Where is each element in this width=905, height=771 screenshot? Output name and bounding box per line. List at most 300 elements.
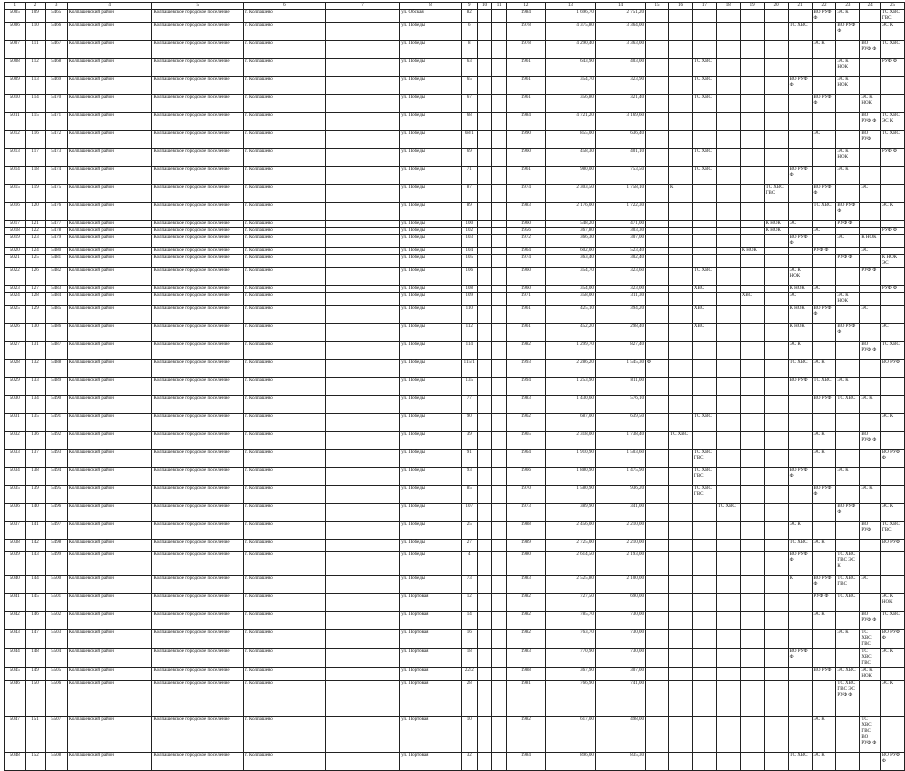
cell-f15 [646, 23, 669, 41]
cell-c2: 125 [25, 255, 45, 268]
cell-c3: 5505 [45, 668, 67, 681]
cell-c1: 5028 [5, 360, 26, 378]
cell-c1: 5047 [5, 717, 26, 753]
cell-area_living: 1 545,30 [595, 360, 645, 378]
column-header-2: 2 [25, 3, 45, 10]
cell-f24: ВО РУФ Ф [860, 612, 881, 630]
cell-blank7 [325, 717, 399, 753]
cell-f18 [716, 522, 740, 540]
cell-f19 [740, 59, 764, 77]
cell-district: Колпашевский район [67, 113, 152, 131]
cell-area_total: 363,40 [545, 255, 595, 268]
cell-settlement: Колпашевское городское поселение [152, 10, 244, 23]
cell-f17 [692, 41, 716, 59]
cell-blank10 [477, 450, 492, 468]
cell-f23: РУФ Ф [836, 255, 860, 268]
cell-year: 1984 [506, 113, 545, 131]
cell-blank7 [325, 255, 399, 268]
cell-blank10 [477, 552, 492, 576]
cell-year: 1988 [506, 668, 545, 681]
cell-f24 [860, 753, 881, 771]
cell-street: ул. Победы [400, 228, 462, 235]
cell-f19 [740, 10, 764, 23]
cell-district: Колпашевский район [67, 342, 152, 360]
cell-c1: 5015 [5, 185, 26, 203]
cell-area_living: 753,50 [595, 167, 645, 185]
table-row [5, 235, 905, 248]
cell-blank7 [325, 248, 399, 255]
table-row [5, 113, 905, 131]
cell-area_total: 1 696,70 [545, 10, 595, 23]
cell-f25 [880, 293, 904, 306]
cell-settlement: Колпашевское городское поселение [152, 668, 244, 681]
cell-f17: ХВС [692, 306, 716, 324]
cell-town: г. Колпашево [244, 41, 326, 59]
table-row [5, 59, 905, 77]
cell-district: Колпашевский район [67, 432, 152, 450]
cell-f18 [716, 268, 740, 286]
cell-area_total: 785,70 [545, 612, 595, 630]
cell-f18 [716, 95, 740, 113]
cell-settlement: Колпашевское городское поселение [152, 185, 244, 203]
cell-district: Колпашевский район [67, 248, 152, 255]
cell-f17 [692, 540, 716, 552]
cell-house: 12 [461, 594, 477, 612]
cell-settlement: Колпашевское городское поселение [152, 576, 244, 594]
cell-c2: 148 [25, 649, 45, 668]
cell-f17 [692, 378, 716, 396]
cell-blank11 [492, 717, 507, 753]
cell-f21: ЭС К [788, 342, 812, 360]
cell-town: г. Колпашево [244, 522, 326, 540]
cell-settlement: Колпашевское городское поселение [152, 255, 244, 268]
cell-f18 [716, 576, 740, 594]
cell-town: г. Колпашево [244, 228, 326, 235]
cell-f21 [788, 59, 812, 77]
cell-settlement: Колпашевское городское поселение [152, 753, 244, 771]
cell-area_living: 730,00 [595, 649, 645, 668]
cell-blank7 [325, 360, 399, 378]
cell-c1: 5043 [5, 630, 26, 649]
cell-area_living: 730,00 [595, 612, 645, 630]
cell-area_total: 548,20 [545, 221, 595, 228]
cell-c1: 5012 [5, 131, 26, 149]
cell-blank7 [325, 221, 399, 228]
cell-c2: 151 [25, 717, 45, 753]
cell-f23 [836, 522, 860, 540]
cell-blank11 [492, 576, 507, 594]
cell-f18 [716, 41, 740, 59]
cell-f23: ЭС К НОК [836, 149, 860, 167]
cell-house: 90 [461, 414, 477, 432]
cell-f20 [764, 235, 788, 248]
cell-f19 [740, 203, 764, 221]
cell-f15 [646, 113, 669, 131]
column-header-17: 17 [692, 3, 716, 10]
cell-f24: ВО РУФ Ф [860, 342, 881, 360]
cell-street: ул. Победы [400, 540, 462, 552]
cell-street: ул. Портовая [400, 594, 462, 612]
cell-f15 [646, 248, 669, 255]
cell-town: г. Колпашево [244, 360, 326, 378]
cell-f25: ЭС К [880, 414, 904, 432]
cell-c3: 5482 [45, 268, 67, 286]
cell-district: Колпашевский район [67, 235, 152, 248]
cell-f16: ТС ХВС [669, 432, 693, 450]
cell-street: ул. Победы [400, 378, 462, 396]
cell-area_living: 302,40 [595, 255, 645, 268]
cell-c3: 5495 [45, 486, 67, 504]
cell-c3: 5494 [45, 468, 67, 486]
table-row [5, 95, 905, 113]
cell-f22: ТС ХВС [812, 203, 836, 221]
cell-blank11 [492, 235, 507, 248]
cell-f16 [669, 668, 693, 681]
cell-blank11 [492, 268, 507, 286]
cell-blank11 [492, 248, 507, 255]
cell-f18 [716, 717, 740, 753]
cell-f16: К [669, 185, 693, 203]
cell-c3: 5496 [45, 504, 67, 522]
cell-f24: ЭС К [860, 486, 881, 504]
cell-area_total: 354,00 [545, 286, 595, 293]
cell-f16 [669, 77, 693, 95]
cell-f18 [716, 131, 740, 149]
cell-c2: 124 [25, 248, 45, 255]
cell-f20 [764, 59, 788, 77]
cell-f22: ВО РУФ Ф [812, 95, 836, 113]
cell-f22: ЭС К [812, 540, 836, 552]
cell-street: ул. Портовая [400, 630, 462, 649]
cell-f20 [764, 149, 788, 167]
cell-area_living: 498,00 [595, 717, 645, 753]
cell-house: 67 [461, 95, 477, 113]
cell-f22: ЭС К [812, 753, 836, 771]
cell-blank7 [325, 414, 399, 432]
cell-f20 [764, 113, 788, 131]
cell-c2: 114 [25, 95, 45, 113]
cell-f18 [716, 342, 740, 360]
cell-street: ул. Портовая [400, 649, 462, 668]
cell-blank10 [477, 255, 492, 268]
cell-f16 [669, 248, 693, 255]
cell-f21 [788, 255, 812, 268]
cell-area_living: 1 758,10 [595, 185, 645, 203]
cell-blank7 [325, 668, 399, 681]
cell-c3: 5471 [45, 113, 67, 131]
cell-area_total: 1 253,90 [545, 378, 595, 396]
cell-area_living: 307,00 [595, 668, 645, 681]
cell-c3: 5493 [45, 450, 67, 468]
cell-f20 [764, 324, 788, 342]
cell-f22: ВО РУФ Ф [812, 306, 836, 324]
cell-f20 [764, 41, 788, 59]
cell-blank7 [325, 486, 399, 504]
cell-settlement: Колпашевское городское поселение [152, 293, 244, 306]
cell-f16 [669, 203, 693, 221]
cell-blank10 [477, 23, 492, 41]
cell-f19 [740, 306, 764, 324]
cell-blank11 [492, 594, 507, 612]
cell-blank7 [325, 131, 399, 149]
cell-blank7 [325, 306, 399, 324]
cell-f20: К НОК [764, 221, 788, 228]
cell-f15 [646, 306, 669, 324]
table-row [5, 486, 905, 504]
cell-c2: 111 [25, 41, 45, 59]
cell-f16 [669, 268, 693, 286]
cell-area_total: 1 430,60 [545, 396, 595, 414]
cell-year: 1960 [506, 221, 545, 228]
cell-house: 108 [461, 286, 477, 293]
cell-house: 85 [461, 486, 477, 504]
cell-f18 [716, 203, 740, 221]
cell-area_total: 602,00 [545, 248, 595, 255]
cell-blank7 [325, 185, 399, 203]
cell-f15 [646, 576, 669, 594]
cell-c3: 5477 [45, 221, 67, 228]
table-row [5, 540, 905, 552]
cell-house: 32 [461, 753, 477, 771]
cell-street: ул. Победы [400, 185, 462, 203]
cell-f25: ТС ХВС ГВС [880, 522, 904, 540]
cell-f22 [812, 342, 836, 360]
cell-district: Колпашевский район [67, 185, 152, 203]
cell-f25 [880, 248, 904, 255]
cell-c2: 121 [25, 221, 45, 228]
cell-f21 [788, 717, 812, 753]
cell-blank10 [477, 203, 492, 221]
cell-f19 [740, 221, 764, 228]
cell-area_living: 403,00 [595, 59, 645, 77]
cell-f17 [692, 10, 716, 23]
cell-f24: ЭС К НОК [860, 95, 881, 113]
cell-district: Колпашевский район [67, 450, 152, 468]
cell-district: Колпашевский район [67, 681, 152, 717]
cell-settlement: Колпашевское городское поселение [152, 235, 244, 248]
cell-district: Колпашевский район [67, 95, 152, 113]
cell-f17: ХВС [692, 286, 716, 293]
cell-blank11 [492, 552, 507, 576]
column-header-19: 19 [740, 3, 764, 10]
cell-f20 [764, 203, 788, 221]
table-row [5, 396, 905, 414]
cell-district: Колпашевский район [67, 131, 152, 149]
cell-f19 [740, 360, 764, 378]
cell-settlement: Колпашевское городское поселение [152, 414, 244, 432]
cell-area_living: 636,40 [595, 131, 645, 149]
cell-f19 [740, 95, 764, 113]
cell-f19 [740, 552, 764, 576]
cell-area_total: 4 721,20 [545, 113, 595, 131]
cell-f23: ВО РУФ Ф [836, 203, 860, 221]
cell-c2: 150 [25, 681, 45, 717]
cell-blank7 [325, 594, 399, 612]
cell-f22: ЭС К [812, 432, 836, 450]
cell-street: ул. Победы [400, 149, 462, 167]
cell-f19 [740, 268, 764, 286]
cell-street: ул. Портовая [400, 668, 462, 681]
table-row [5, 414, 905, 432]
cell-f23 [836, 432, 860, 450]
cell-f16 [669, 255, 693, 268]
cell-f15 [646, 131, 669, 149]
cell-blank7 [325, 342, 399, 360]
cell-f17: ТС ХВС ГВС [692, 468, 716, 486]
cell-f16 [669, 293, 693, 306]
cell-c2: 123 [25, 235, 45, 248]
cell-f17 [692, 131, 716, 149]
cell-street: ул. Победы [400, 486, 462, 504]
cell-f16 [669, 149, 693, 167]
cell-c3: 5472 [45, 131, 67, 149]
cell-district: Колпашевский район [67, 552, 152, 576]
cell-f17: ТС ХВС [692, 268, 716, 286]
cell-blank10 [477, 396, 492, 414]
cell-f25 [880, 468, 904, 486]
cell-f16 [669, 630, 693, 649]
table-row [5, 432, 905, 450]
cell-town: г. Колпашево [244, 540, 326, 552]
cell-f15 [646, 167, 669, 185]
cell-f19 [740, 286, 764, 293]
cell-f25 [880, 77, 904, 95]
cell-f16 [669, 113, 693, 131]
cell-house: 39 [461, 432, 477, 450]
cell-c2: 142 [25, 540, 45, 552]
cell-house: 112 [461, 324, 477, 342]
cell-c3: 5504 [45, 649, 67, 668]
cell-area_living: 811,00 [595, 378, 645, 396]
cell-house: 114 [461, 342, 477, 360]
cell-year: 1988 [506, 522, 545, 540]
cell-area_total: 687,00 [545, 414, 595, 432]
cell-blank11 [492, 649, 507, 668]
cell-f16 [669, 522, 693, 540]
cell-f19 [740, 432, 764, 450]
cell-year: 1993 [506, 360, 545, 378]
cell-c3: 5485 [45, 306, 67, 324]
cell-f22 [812, 77, 836, 95]
cell-c2: 120 [25, 203, 45, 221]
cell-f15 [646, 668, 669, 681]
cell-c2: 126 [25, 268, 45, 286]
cell-blank10 [477, 717, 492, 753]
cell-f25 [880, 668, 904, 681]
cell-f21 [788, 681, 812, 717]
cell-c3: 5465 [45, 10, 67, 23]
column-header-21: 21 [788, 3, 812, 10]
cell-c1: 5040 [5, 576, 26, 594]
table-row [5, 522, 905, 540]
cell-district: Колпашевский район [67, 293, 152, 306]
table-row [5, 668, 905, 681]
table-row [5, 306, 905, 324]
cell-year: 1961 [506, 95, 545, 113]
cell-f21: ЭС К [788, 522, 812, 540]
cell-f16 [669, 414, 693, 432]
cell-f15 [646, 228, 669, 235]
cell-f15 [646, 293, 669, 306]
cell-year: 1961 [506, 306, 545, 324]
cell-f23: ЭС К [836, 10, 860, 23]
cell-blank11 [492, 681, 507, 717]
cell-house: 68 [461, 113, 477, 131]
cell-f24: ЭС [860, 576, 881, 594]
cell-c3: 5497 [45, 522, 67, 540]
cell-f15 [646, 396, 669, 414]
cell-c1: 5027 [5, 342, 26, 360]
cell-f15 [646, 221, 669, 228]
cell-f22 [812, 149, 836, 167]
cell-c3: 5480 [45, 248, 67, 255]
cell-blank10 [477, 432, 492, 450]
cell-area_living: 2 210,00 [595, 522, 645, 540]
cell-settlement: Колпашевское городское поселение [152, 552, 244, 576]
cell-f21 [788, 113, 812, 131]
table-row [5, 248, 905, 255]
cell-c1: 5024 [5, 293, 26, 306]
cell-house: 69 [461, 149, 477, 167]
cell-blank11 [492, 504, 507, 522]
cell-f22 [812, 23, 836, 41]
cell-c2: 109 [25, 10, 45, 23]
cell-blank10 [477, 504, 492, 522]
cell-blank7 [325, 235, 399, 248]
cell-town: г. Колпашево [244, 378, 326, 396]
cell-settlement: Колпашевское городское поселение [152, 486, 244, 504]
cell-f25: РУФ Ф [880, 286, 904, 293]
cell-f23: ЭС К НОК [836, 77, 860, 95]
cell-c1: 5022 [5, 268, 26, 286]
cell-c1: 5033 [5, 450, 26, 468]
cell-house: 91 [461, 450, 477, 468]
cell-year: 1972 [506, 235, 545, 248]
cell-f25: ТС ХВС [880, 41, 904, 59]
table-row [5, 594, 905, 612]
cell-street: ул. Победы [400, 221, 462, 228]
cell-blank10 [477, 649, 492, 668]
cell-house: 102 [461, 228, 477, 235]
cell-c1: 5036 [5, 504, 26, 522]
cell-f22 [812, 649, 836, 668]
cell-c1: 5048 [5, 753, 26, 771]
cell-c2: 131 [25, 342, 45, 360]
cell-c3: 5491 [45, 414, 67, 432]
cell-area_living: 394,20 [595, 306, 645, 324]
cell-blank7 [325, 95, 399, 113]
cell-settlement: Колпашевское городское поселение [152, 23, 244, 41]
cell-f15 [646, 522, 669, 540]
cell-c3: 5502 [45, 612, 67, 630]
cell-f17 [692, 432, 716, 450]
cell-f21 [788, 248, 812, 255]
cell-area_total: 425,10 [545, 306, 595, 324]
cell-f17 [692, 221, 716, 228]
cell-blank7 [325, 59, 399, 77]
cell-blank11 [492, 522, 507, 540]
cell-c3: 5506 [45, 681, 67, 717]
cell-area_living: 936,20 [595, 486, 645, 504]
cell-blank7 [325, 228, 399, 235]
cell-f15 [646, 286, 669, 293]
cell-f24: ТС ХВС ГВС [860, 649, 881, 668]
cell-f22: ЭС К [812, 450, 836, 468]
cell-f22: ТС ХВС [812, 378, 836, 396]
cell-area_total: 389,90 [545, 504, 595, 522]
cell-f24: ВО РУФ [860, 522, 881, 540]
cell-f15 [646, 185, 669, 203]
